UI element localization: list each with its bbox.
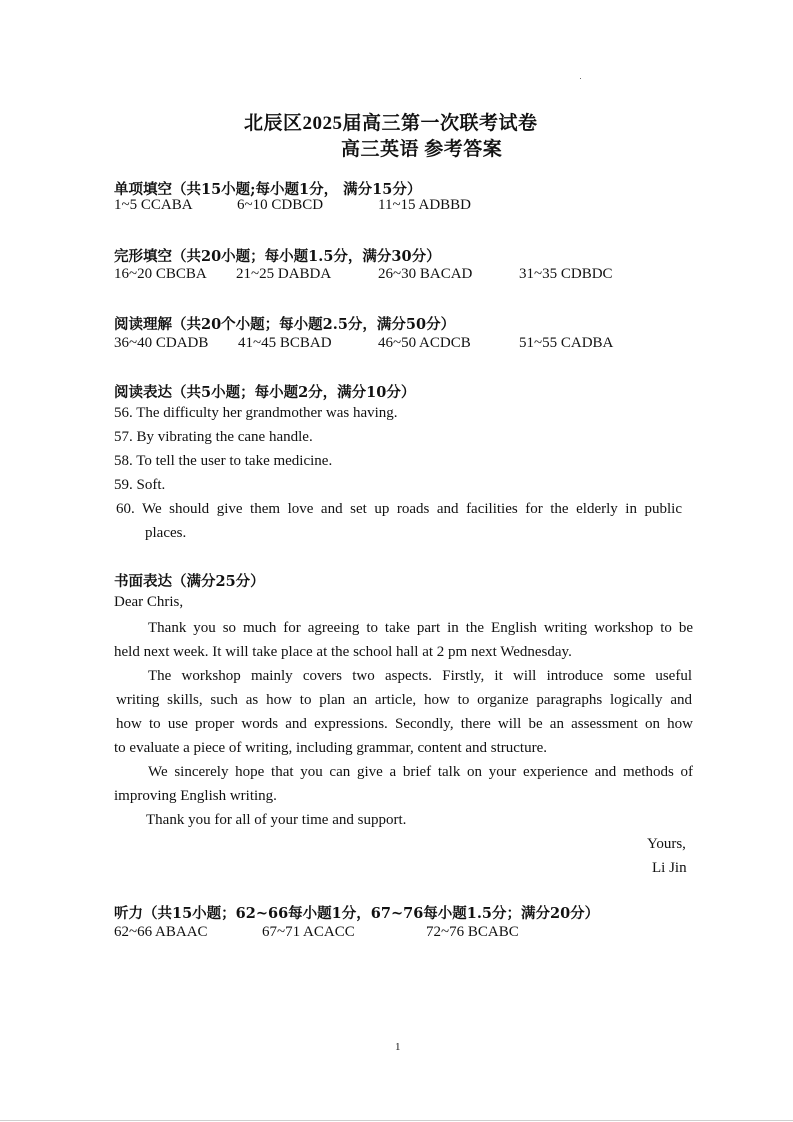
answer-59: 59. Soft. (114, 477, 166, 493)
answer-60-line-2: places. (145, 525, 187, 541)
answer-group: 21~25 DABDA (236, 266, 332, 282)
section-heading-reading: 阅读理解（共20个小题；每小题2.5分，满分50分） (114, 316, 456, 333)
answer-group: 16~20 CBCBA (114, 266, 207, 282)
letter-salutation: Dear Chris, (114, 594, 184, 610)
section-heading-single-choice: 单项填空（共15小题;每小题1分， 满分15分） (114, 181, 422, 198)
answer-group: 67~71 ACACC (262, 924, 355, 940)
title-line-1: 北辰区2025届高三第一次联考试卷 (244, 113, 538, 134)
letter-signature: Li Jin (652, 860, 687, 876)
letter-p3-line-2: improving English writing. (114, 788, 277, 804)
answer-row-single-choice (0, 197, 793, 217)
answer-group: 62~66 ABAAC (114, 924, 208, 940)
answer-group: 46~50 ACDCB (378, 335, 471, 351)
answer-group: 31~35 CDBDC (519, 266, 613, 282)
answer-56: 56. The difficulty her grandmother was having. (114, 405, 398, 421)
section-heading-listening: 听力（共15小题；62~66每小题1分，67~76每小题1.5分；满分20分） (114, 905, 600, 922)
letter-p2-line-4: to evaluate a piece of writing, including grammar, content and structure. (114, 740, 547, 756)
answer-58: 58. To tell the user to take medicine. (114, 453, 333, 469)
letter-p4: Thank you for all of your time and support. (146, 812, 407, 828)
answer-row-listening (0, 924, 793, 944)
answer-57: 57. By vibrating the cane handle. (114, 429, 313, 445)
letter-p2-line-1: The workshop mainly covers two aspects. Firstly, it will introduce some useful (148, 668, 692, 684)
page-number: 1 (395, 1041, 401, 1053)
letter-p3-line-1: We sincerely hope that you can give a brief talk on your experience and methods of (148, 764, 693, 780)
answer-group: 11~15 ADBBD (378, 197, 471, 213)
page-bottom-rule (0, 1120, 793, 1121)
letter-p2-line-2: writing skills, such as how to plan an article, how to organize paragraphs logically and (116, 692, 692, 708)
letter-p1-line-1: Thank you so much for agreeing to take part in the English writing workshop to be (148, 620, 693, 636)
section-heading-writing: 书面表达（满分25分） (114, 573, 265, 590)
answer-group: 51~55 CADBA (519, 335, 614, 351)
answer-group: 1~5 CCABA (114, 197, 193, 213)
answer-group: 72~76 BCABC (426, 924, 519, 940)
stray-dot (580, 78, 581, 79)
answer-row-reading (0, 335, 793, 355)
answer-group: 6~10 CDBCD (237, 197, 324, 213)
letter-closing: Yours, (647, 836, 686, 852)
letter-p1-line-2: held next week. It will take place at the school hall at 2 pm next Wednesday. (114, 644, 572, 660)
title-line-2: 高三英语 参考答案 (341, 139, 503, 160)
answer-group: 36~40 CDADB (114, 335, 209, 351)
letter-p2-line-3: how to use proper words and expressions. Secondly, there will be an assessment on how (116, 716, 693, 732)
answer-group: 41~45 BCBAD (238, 335, 332, 351)
answer-60-line-1: 60. We should give them love and set up roads and facilities for the elderly in public (116, 501, 682, 517)
section-heading-cloze: 完形填空（共20小题；每小题1.5分，满分30分） (114, 248, 441, 265)
answer-row-cloze (0, 266, 793, 286)
section-heading-reading-expression: 阅读表达（共5小题；每小题2分，满分10分） (114, 384, 416, 401)
answer-group: 26~30 BACAD (378, 266, 473, 282)
